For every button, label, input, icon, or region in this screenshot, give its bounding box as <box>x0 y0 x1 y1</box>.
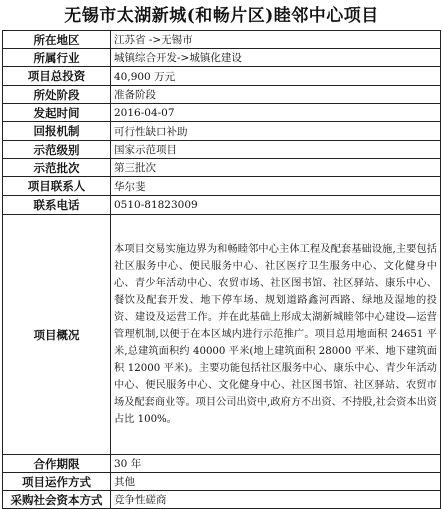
row-label: 项目运作方式 <box>3 473 111 491</box>
row-label: 示范级别 <box>3 141 111 159</box>
row-value: 0510-81823009 <box>111 196 441 215</box>
row-label: 回报机制 <box>3 122 111 141</box>
table-row-cooperation-period <box>3 455 441 473</box>
row-label: 合作期限 <box>3 455 111 473</box>
table-row-total-investment <box>3 67 441 86</box>
row-value: 国家示范项目 <box>111 141 441 159</box>
row-value: 40,900 万元 <box>111 67 441 86</box>
overview-text: 本项目交易实施边界为和畅睦邻中心主体工程及配套基础设施,主要包括社区服务中心、便民服务中心、社区医疗卫生服务中心、文化健身中心、青少年活动中心、农贸市场、社区图书馆、社区驿站、康乐中心、餐饮及配套开发、地下停车场、规划道路鑫河西路、绿地及湿地的投资、建设及运营工作。并在此基础上形成太湖新城睦邻中心建设—运营管理机制,以便于在本区域内进行示范推广。项目总用地面积 24651 平米,总建筑面积约 40000 平米(地上建筑面积 28000 平米、地下建筑面积 12000 平米)。主要功能包括社区服务中心、康乐中心、青少年活动中心、便民服务中心、文化健身中心、社区图书馆、社区驿站、农贸市场及配套商业等。项目公司出资中,政府方不出资、不持股,社会资本出资占比 100%。 <box>111 215 441 455</box>
table-row-region <box>3 31 441 49</box>
table-row-stage <box>3 86 441 104</box>
table-row-industry <box>3 49 441 67</box>
row-value: 竞争性磋商 <box>111 491 441 509</box>
table-row-demo-batch <box>3 159 441 177</box>
table-row-procurement-method <box>3 491 441 509</box>
table-row-overview <box>3 215 441 455</box>
table-row-return-mechanism <box>3 122 441 141</box>
table-row-demo-level <box>3 141 441 159</box>
row-label: 联系电话 <box>3 196 111 215</box>
row-value: 华尔斐 <box>111 177 441 196</box>
table-row-operation-mode <box>3 473 441 491</box>
row-value: 30 年 <box>111 455 441 473</box>
project-info-table <box>2 30 441 509</box>
row-value: 江苏省 ->无锡市 <box>111 31 441 49</box>
page-title: 无锡市太湖新城(和畅片区)睦邻中心项目 <box>64 6 379 26</box>
row-value: 城镇综合开发->城镇化建设 <box>111 49 441 67</box>
row-value: 2016-04-07 <box>111 104 441 122</box>
row-label: 所处阶段 <box>3 86 111 104</box>
row-value: 其他 <box>111 473 441 491</box>
row-label: 采购社会资本方式 <box>3 491 111 509</box>
row-label: 项目概况 <box>3 215 111 455</box>
row-label: 所在地区 <box>3 31 111 49</box>
row-value: 可行性缺口补助 <box>111 122 441 141</box>
row-value: 准备阶段 <box>111 86 441 104</box>
table-row-contact-phone <box>3 196 441 215</box>
row-label: 所属行业 <box>3 49 111 67</box>
table-row-contact-person <box>3 177 441 196</box>
table-row-launch-date <box>3 104 441 122</box>
row-label: 示范批次 <box>3 159 111 177</box>
row-label: 发起时间 <box>3 104 111 122</box>
row-label: 项目总投资 <box>3 67 111 86</box>
row-value: 第三批次 <box>111 159 441 177</box>
row-label: 项目联系人 <box>3 177 111 196</box>
